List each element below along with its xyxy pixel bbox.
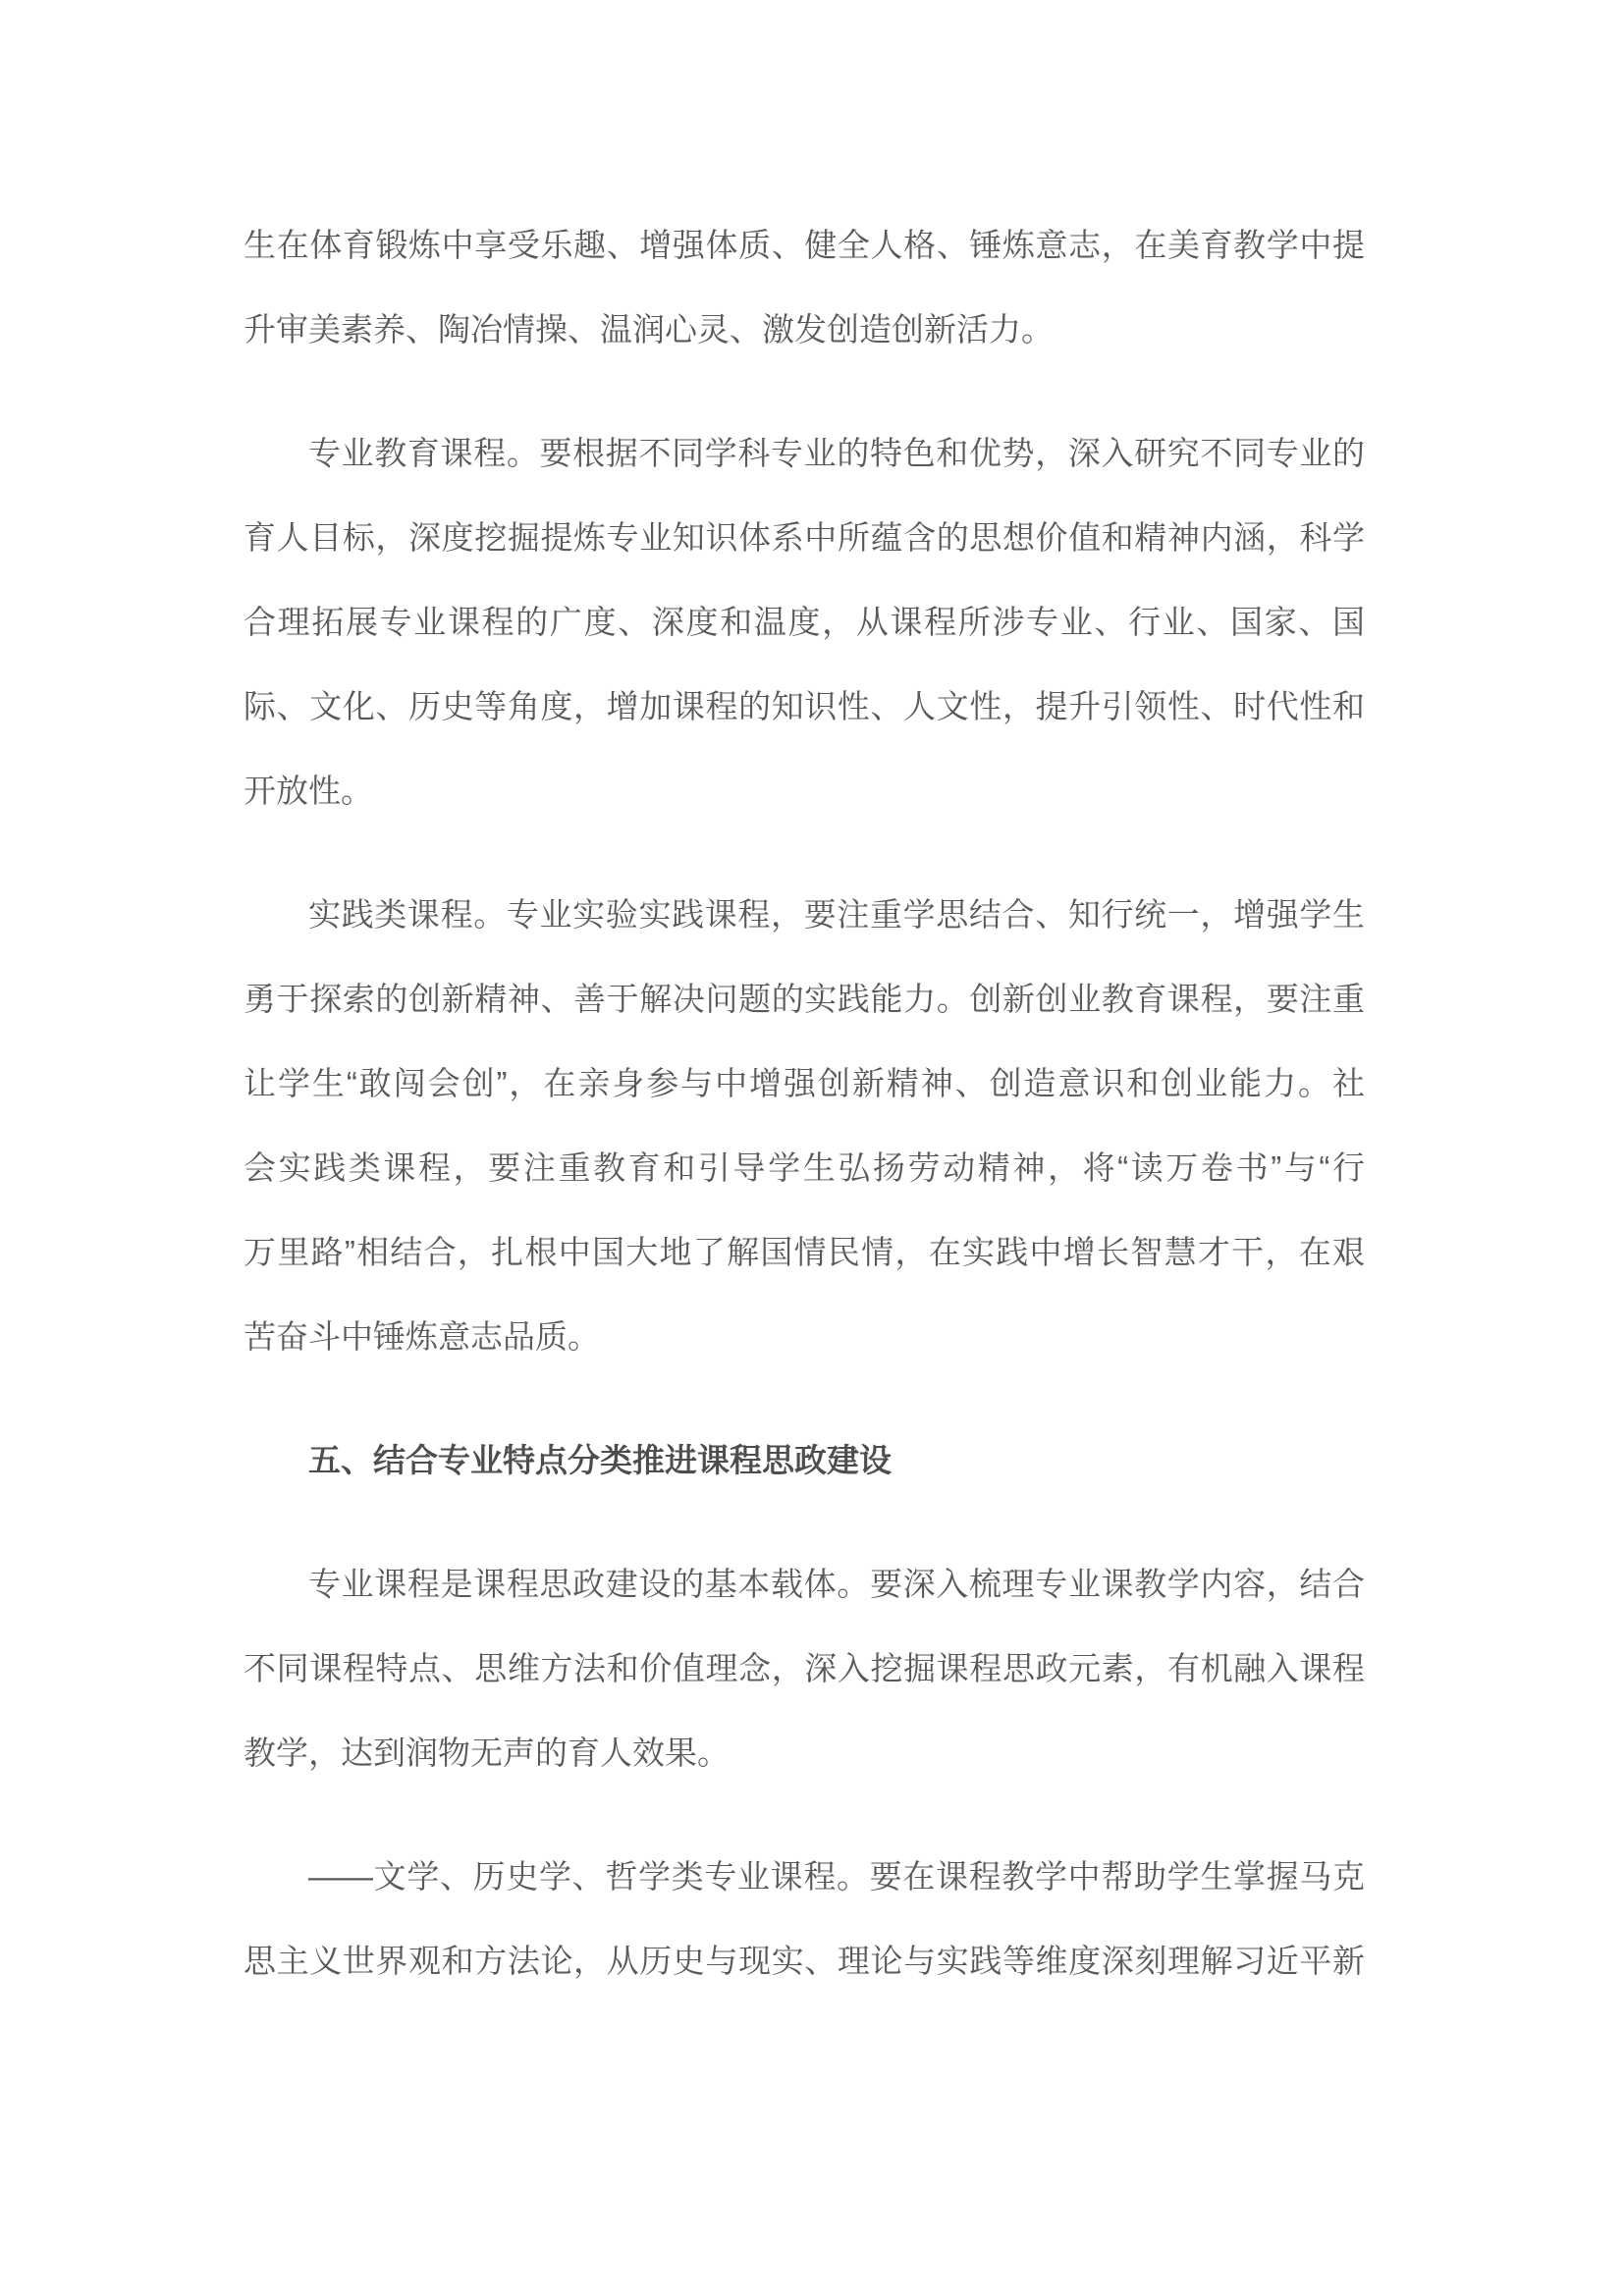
text-line: 不同课程特点、思维方法和价值理念，深入挖掘课程思政元素，有机融入课程 — [244, 1650, 1365, 1686]
section-heading — [244, 1418, 1365, 1503]
paragraph — [244, 203, 1365, 372]
text-line: 育人目标，深度挖掘提炼专业知识体系中所蕴含的思想价值和精神内涵，科学 — [244, 519, 1365, 556]
text-line: 苦奋斗中锤炼意志品质。 — [244, 1318, 600, 1355]
text-line: 让学生“敢闯会创”，在亲身参与中增强创新精神、创造意识和创业能力。社 — [244, 1065, 1365, 1101]
text-line: 教学，达到润物无声的育人效果。 — [244, 1735, 730, 1771]
text-line: 合理拓展专业课程的广度、深度和温度，从课程所涉专业、行业、国家、国 — [244, 604, 1365, 640]
text-line: 专业课程是课程思政建设的基本载体。要深入梳理专业课教学内容，结合 — [308, 1566, 1365, 1602]
text-line: 勇于探索的创新精神、善于解决问题的实践能力。创新创业教育课程，要注重 — [244, 981, 1365, 1017]
text-line: 升审美素养、陶冶情操、温润心灵、激发创造创新活力。 — [244, 311, 1054, 347]
text-line: 开放性。 — [244, 773, 373, 809]
paragraph — [244, 873, 1365, 1379]
text-line: 思主义世界观和方法论，从历史与现实、理论与实践等维度深刻理解习近平新 — [244, 1943, 1365, 1979]
text-line: 实践类课程。专业实验实践课程，要注重学思结合、知行统一，增强学生 — [308, 896, 1365, 933]
text-line: 专业教育课程。要根据不同学科专业的特色和优势，深入研究不同专业的 — [308, 435, 1365, 471]
text-line: 万里路”相结合，扎根中国大地了解国情民情，在实践中增长智慧才干，在艰 — [244, 1234, 1365, 1270]
paragraph — [244, 1835, 1365, 2003]
text-line: ——文学、历史学、哲学类专业课程。要在课程教学中帮助学生掌握马克 — [308, 1858, 1365, 1895]
paragraph — [244, 411, 1365, 833]
text-line: 际、文化、历史等角度，增加课程的知识性、人文性，提升引领性、时代性和 — [244, 688, 1365, 724]
heading-text: 五、结合专业特点分类推进课程思政建设 — [308, 1442, 892, 1478]
paragraph — [244, 1542, 1365, 1795]
text-line: 会实践类课程，要注重教育和引导学生弘扬劳动精神，将“读万卷书”与“行 — [244, 1149, 1365, 1186]
text-line: 生在体育锻炼中享受乐趣、增强体质、健全人格、锤炼意志，在美育教学中提 — [244, 227, 1365, 263]
